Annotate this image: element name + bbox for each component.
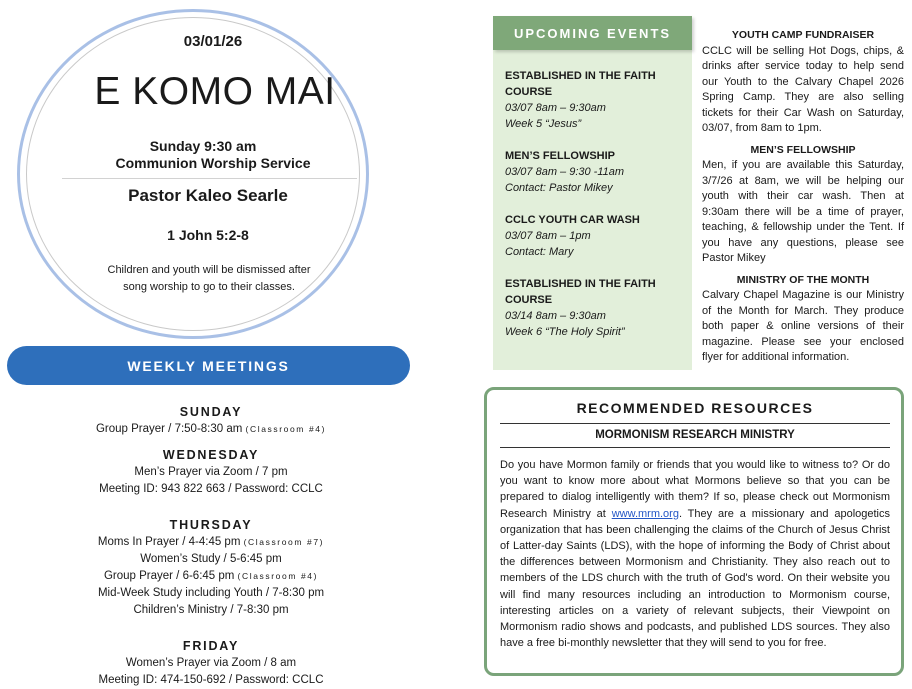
resources-rule-bottom	[500, 447, 890, 448]
dismissal-line-2: song worship to go to their classes.	[123, 281, 295, 293]
event-item	[505, 276, 685, 340]
event-date: 03/07 8am – 9:30 -11am	[505, 166, 625, 178]
meeting-line	[40, 421, 382, 438]
event-item	[505, 68, 685, 132]
upcoming-events-header: UPCOMING EVENTS	[493, 16, 692, 50]
event-detail: Contact: Mary	[505, 246, 574, 258]
scripture-reference: 1 John 5:2-8	[167, 227, 249, 243]
event-title: ESTABLISHED IN THE FAITH	[505, 278, 656, 290]
event-title: ESTABLISHED IN THE FAITH	[505, 70, 656, 82]
events-list	[505, 68, 685, 340]
day-heading-friday: FRIDAY	[182, 639, 240, 653]
event-detail: Week 6 “The Holy Spirit”	[505, 326, 625, 338]
resources-title: RECOMMENDED RESOURCES	[576, 400, 814, 416]
meeting-text: Group Prayer / 7:50-8:30 am	[95, 423, 246, 435]
event-detail: Contact: Pastor Mikey	[505, 182, 613, 194]
mrm-website-link[interactable]: www.mrm.org	[611, 507, 679, 520]
circle-divider	[62, 178, 357, 179]
pastor-name: Pastor Kaleo Searle	[128, 186, 288, 205]
event-title: MEN’S FELLOWSHIP	[505, 150, 615, 162]
event-detail: Week 5 “Jesus”	[505, 118, 582, 130]
meeting-text: Moms In Prayer / 4-4:45 pm	[97, 536, 244, 548]
resources-text-before: Do you have Mormon family or friends that you would like to witness to? Or do you want to know more about what Mormons believe so that you can be prepared to dialog intelligently with them? If so, please check out Mormonism Research Ministry at	[500, 459, 890, 520]
meeting-room: (Classroom #4)	[237, 571, 319, 581]
announcement-title: MINISTRY OF THE MONTH	[736, 273, 870, 286]
meeting-line: Children’s Ministry / 7-8:30 pm	[133, 604, 289, 616]
event-item	[505, 212, 685, 260]
meeting-line: Women’s Study / 5-6:45 pm	[140, 553, 282, 565]
announcement-body: Men, if you are available this Saturday, 3/7/26 at 8am, we will be helping our youth with their car wash. Then at 9:30am there will be a time of prayer, teaching, & fellowship under the Tent. If you have any questions, please see Pastor Mikey	[702, 159, 904, 264]
weekly-meetings-header: WEEKLY MEETINGS	[7, 346, 410, 385]
day-heading-sunday: SUNDAY	[179, 405, 243, 419]
bulletin-date: 03/01/26	[183, 33, 243, 50]
event-title-cont: COURSE	[505, 86, 553, 98]
day-heading-thursday: THURSDAY	[169, 518, 253, 532]
service-time: Sunday 9:30 am	[149, 138, 257, 154]
event-title-cont: COURSE	[505, 294, 553, 306]
event-item	[505, 148, 685, 196]
meeting-line	[40, 534, 382, 551]
announcement-title: YOUTH CAMP FUNDRAISER	[731, 29, 875, 41]
announcement-title: MEN’S FELLOWSHIP	[750, 143, 856, 156]
event-title: CCLC YOUTH CAR WASH	[505, 214, 640, 226]
meeting-room: (Classroom #7)	[243, 537, 325, 547]
meeting-room: (Classroom #4)	[245, 424, 327, 434]
event-date: 03/14 8am – 9:30am	[505, 310, 606, 322]
meeting-line: Women’s Prayer via Zoom / 8 am	[125, 657, 297, 669]
announcement-body: CCLC will be selling Hot Dogs, chips, & drinks after service today to help send our Youth to the Calvary Chapel 2026 Spring Camp. They are also selling tickets for their Car Wash on Saturday, 03/07, from 8am to 1pm.	[702, 44, 904, 134]
meeting-line: Men’s Prayer via Zoom / 7 pm	[134, 466, 288, 478]
resources-subtitle: MORMONISM RESEARCH MINISTRY	[595, 429, 795, 441]
announcements	[702, 28, 904, 366]
resources-body	[500, 457, 890, 651]
meeting-text: Group Prayer / 6-6:45 pm	[103, 570, 238, 582]
service-name: Communion Worship Service	[115, 155, 311, 171]
dismissal-line-1: Children and youth will be dismissed after	[107, 264, 311, 276]
meeting-line	[40, 568, 382, 585]
meeting-line: Meeting ID: 943 822 663 / Password: CCLC	[99, 483, 323, 495]
welcome-greeting: E KOMO MAI	[94, 70, 336, 113]
resources-rule-top	[500, 423, 890, 424]
event-date: 03/07 8am – 9:30am	[505, 102, 606, 114]
resources-text-after: . They are a missionary and apologetics organization that has been challenging the claims of the Church of Jesus Christ of Latter-day Saints (LDS), with the hope of informing the Body of Christ about the differences between Mormonism and Christianity. They also reach out to members of the LDS church with the truth of God's word. On their website you will find many resources including an introduction to Mormonism course, interesting articles on a variety of relevant subjects, their Viewpoint on Mormonism radio shows and podcasts, and published LDS sources. They also have a free bi-monthly newsletter that they will send to you for free.	[500, 507, 890, 650]
meeting-line: Meeting ID: 474-150-692 / Password: CCLC	[98, 674, 324, 686]
announcement-body: Calvary Chapel Magazine is our Ministry of the Month for March. They produce both paper & online versions of their magazine. Please see your enclosed flyer for additional information.	[702, 289, 904, 363]
event-date: 03/07 8am – 1pm	[505, 230, 591, 242]
weekly-meetings-list	[40, 403, 382, 689]
meeting-line: Mid-Week Study including Youth / 7-8:30 pm	[97, 587, 325, 599]
dismissal-note	[92, 262, 326, 296]
day-heading-wednesday: WEDNESDAY	[162, 448, 260, 462]
